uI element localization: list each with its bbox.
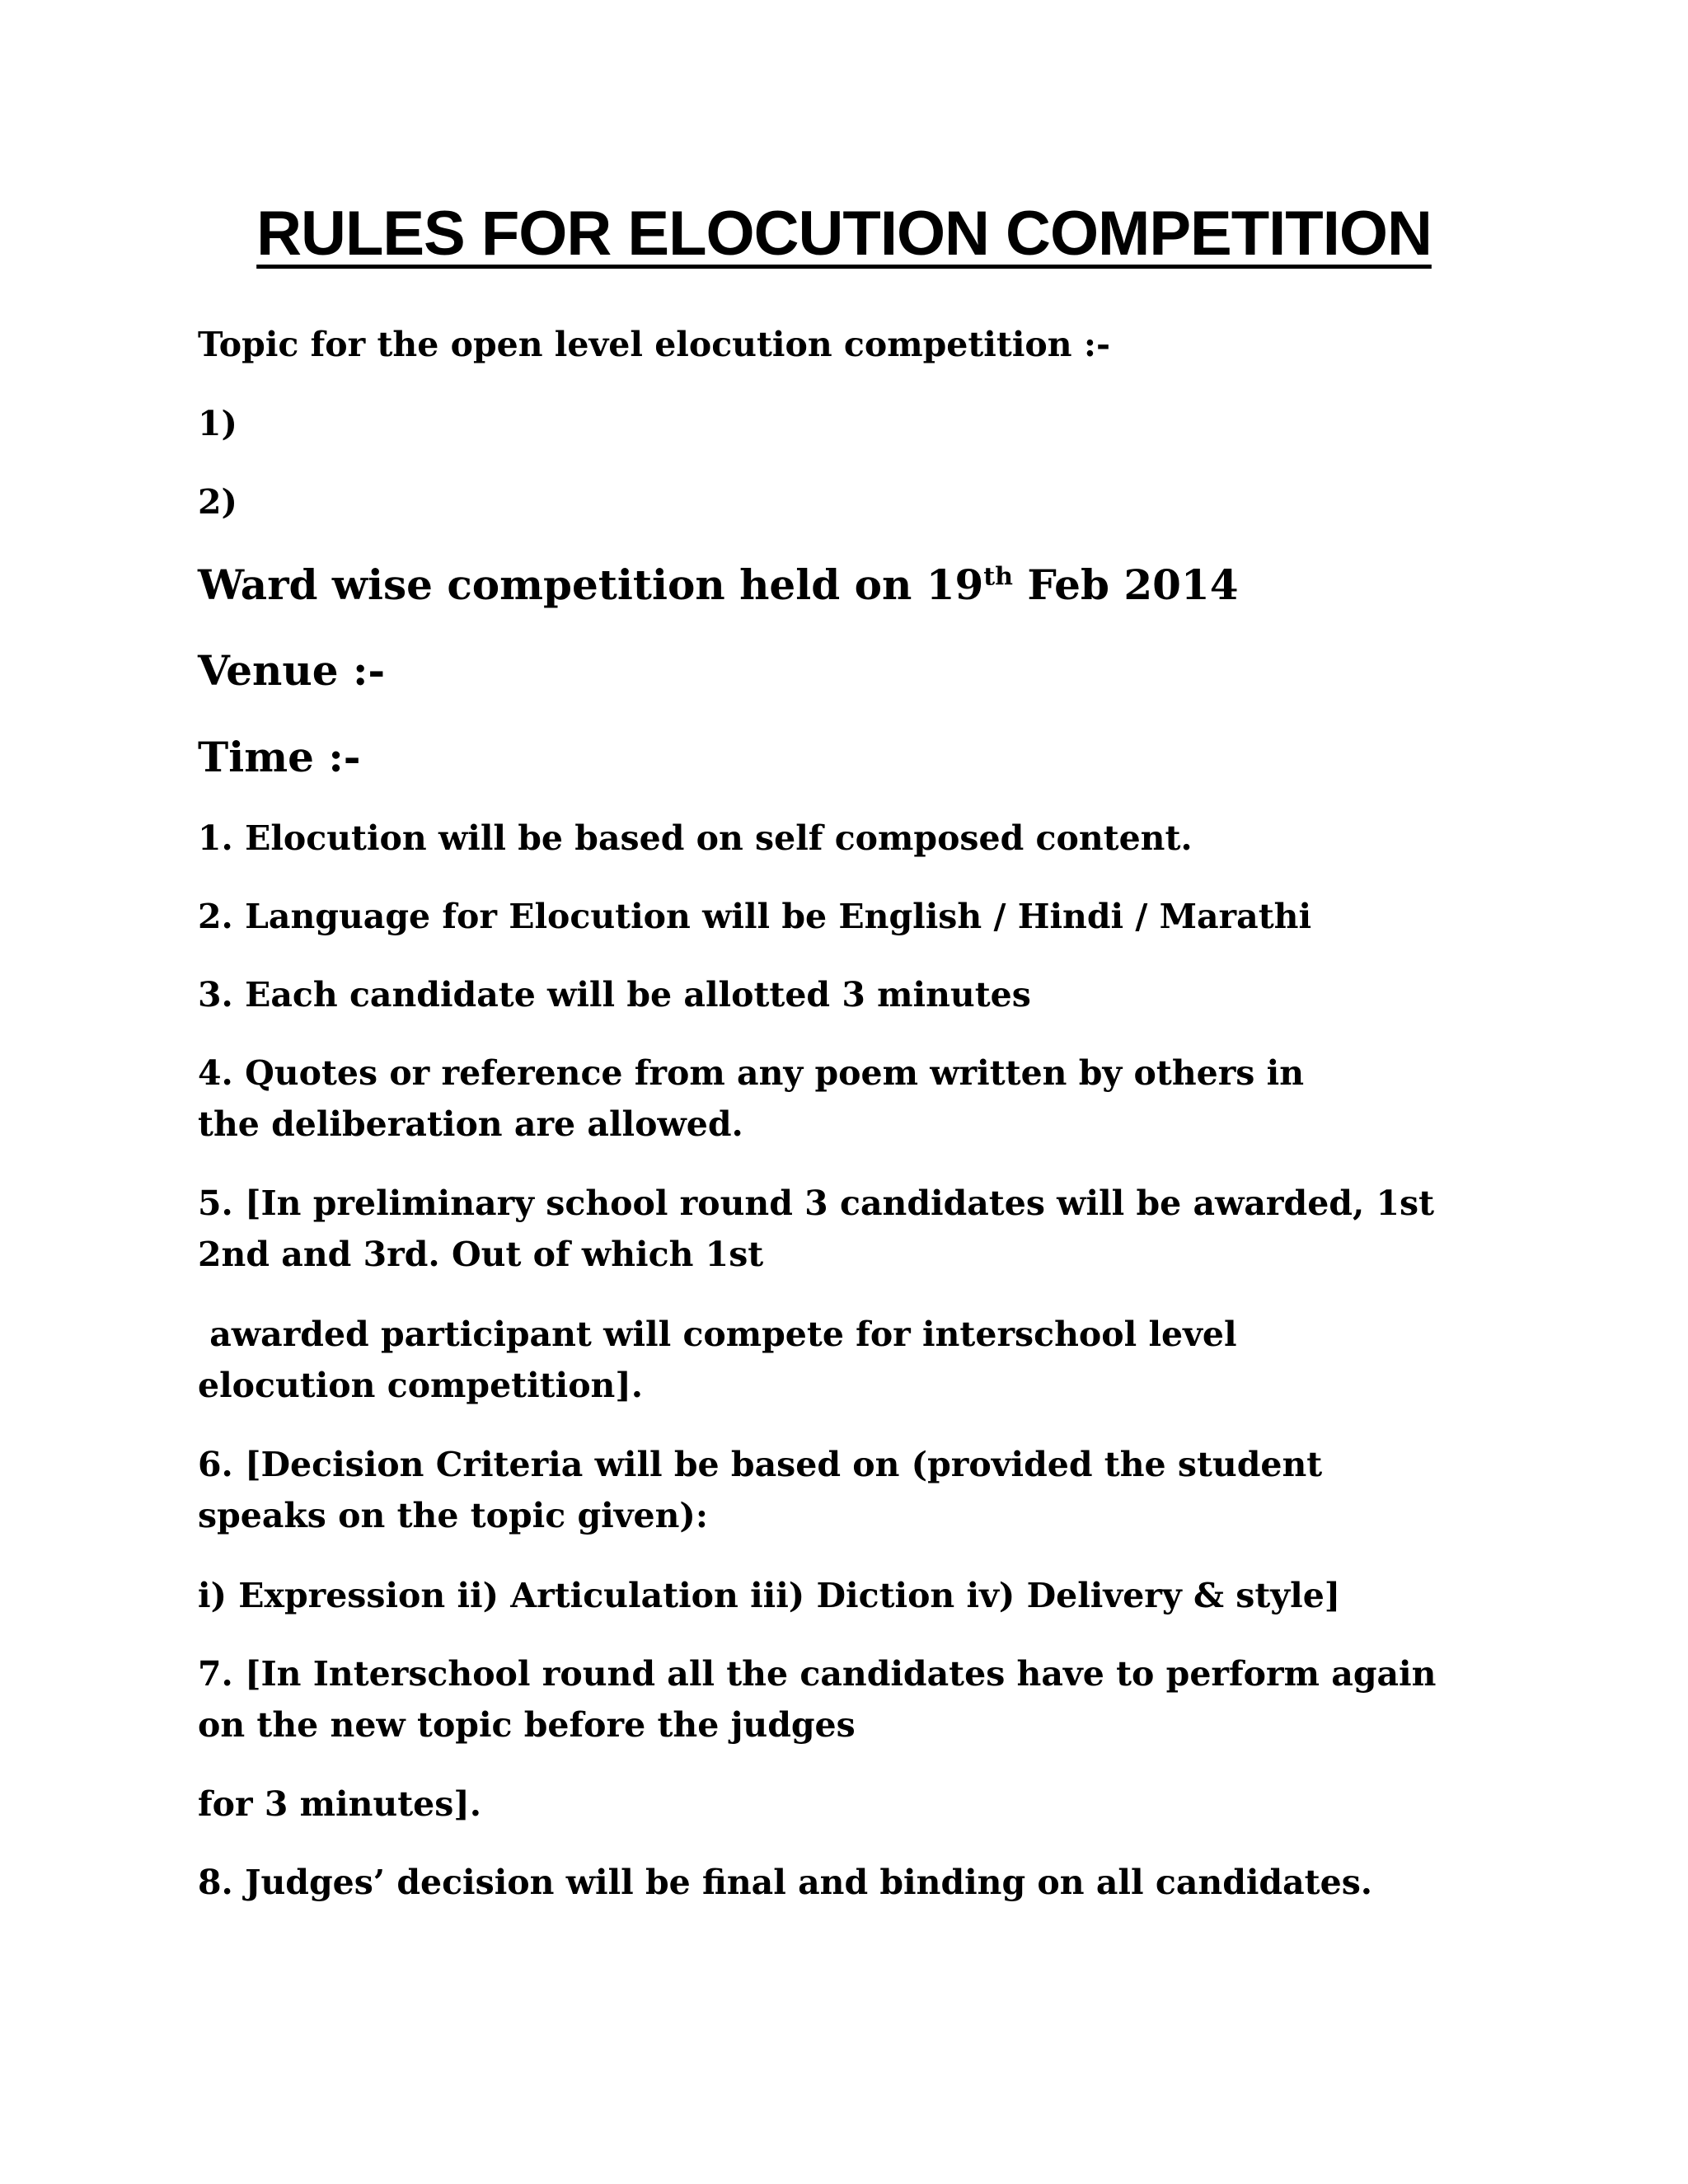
topic-heading: Topic for the open level elocution competition :- (198, 325, 1110, 364)
ward-text: Ward wise competition held on 19 (198, 560, 984, 609)
rule-8: 8. Judges’ decision will be final and binding on all candidates. (198, 1863, 1373, 1902)
venue-label: Venue :- (198, 646, 386, 695)
ward-superscript: th (983, 562, 1013, 592)
rule-7-continued: for 3 minutes]. (198, 1784, 482, 1824)
rule-5: 5. [In preliminary school round 3 candidates will be awarded, 1st 2nd and 3rd. Out of which 1st (198, 1183, 1435, 1274)
ward-date: Feb 2014 (1012, 560, 1239, 609)
rule-1: 1. Elocution will be based on self composed content. (198, 818, 1193, 858)
topic-item-1: 1) (198, 404, 237, 443)
time-label: Time :- (198, 733, 361, 781)
rule-6-criteria: i) Expression ii) Articulation iii) Diction iv) Delivery & style] (198, 1576, 1341, 1615)
rule-3: 3. Each candidate will be allotted 3 minutes (198, 975, 1031, 1015)
rule-7: 7. [In Interschool round all the candidates have to perform again on the new topic before the judges (198, 1654, 1437, 1745)
rule-4: 4. Quotes or reference from any poem written by others in the deliberation are allowed. (198, 1053, 1305, 1144)
rule-5-continued: awarded participant will compete for interschool level elocution competition]. (198, 1315, 1249, 1405)
rule-2: 2. Language for Elocution will be English / Hindi / Marathi (198, 897, 1312, 936)
page-title: RULES FOR ELOCUTION COMPETITION (256, 199, 1432, 269)
ward-competition-date (198, 556, 1484, 614)
rule-6: 6. [Decision Criteria will be based on (provided the student speaks on the topic given): (198, 1445, 1323, 1535)
topic-item-2: 2) (198, 482, 237, 522)
